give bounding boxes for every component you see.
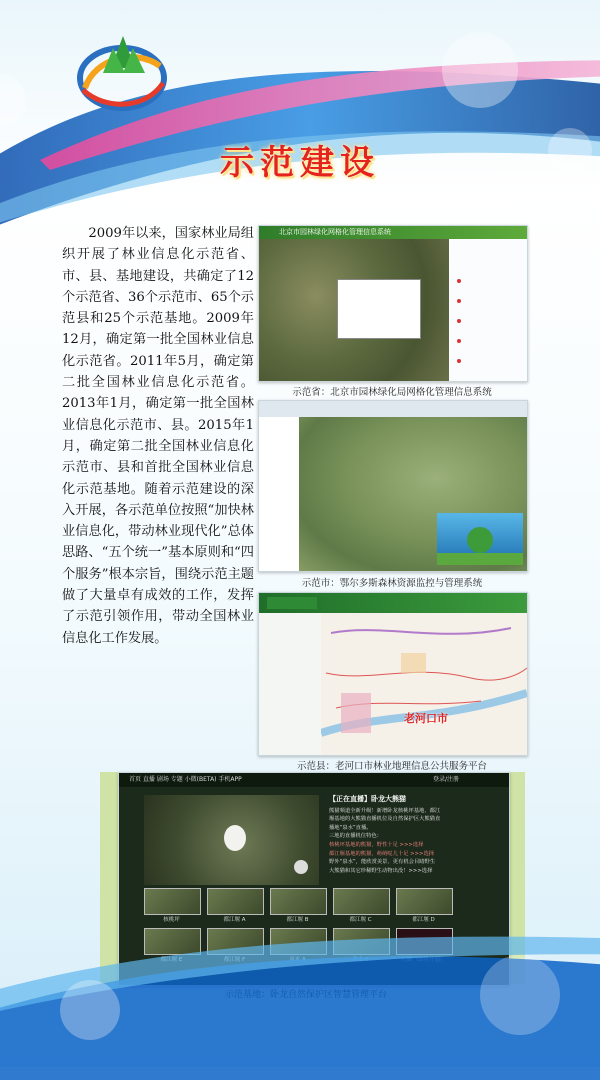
forestry-logo [75,28,170,120]
nav-links: 首页 直播 剧场 专题 小微(BETA) 手机APP [129,776,242,783]
screenshot-header: 北京市园林绿化网格化管理信息系统 [259,226,527,239]
side-panel [449,239,527,381]
play-icon [294,860,308,874]
thumb-label: 都江堰 D [412,917,435,923]
thumb-label: 核桃坪 [163,917,180,923]
login-link: 登录/注册 [432,776,459,783]
thumb-label: 都江堰 A [223,917,246,923]
live-line: 都江堰基地的熊猫，萌萌哒儿十足 >>>选择 [329,850,435,857]
toolbar [259,401,527,418]
satellite-map [259,239,449,381]
live-line: 野外“泉水”，能欣赏美景、更有机会目睹野生 [329,859,436,866]
live-info [329,795,499,875]
page-title: 示范建设 [220,143,380,183]
screenshot-ordos-forest-system [258,400,528,572]
thumb-label: 都江堰 B [286,917,309,923]
live-title: 【正在直播】卧龙大熊猫 [329,795,406,803]
live-line: 播地“泉水”直播。 [329,824,372,831]
live-line: 熊猫频道全新升级！新增卧龙核桃坪基地、都江 [329,807,441,814]
layer-tree [259,417,300,571]
left-panel [259,613,322,755]
vector-map [321,613,527,755]
screenshot-beijing-grid-system [258,225,528,382]
caption-3: 示范县：老河口市林业地理信息公共服务平台 [296,761,487,772]
live-video [144,795,319,885]
caption-2: 示范市：鄂尔多斯森林资源监控与管理系统 [301,578,483,589]
map-drawing [321,613,527,755]
site-nav [119,773,509,787]
body-paragraph: 2009年以来，国家林业局组织开展了林业信息化示范省、市、县、基地建设，共确定了12个示范省、36个示范市、65个示范县和25个示范基地。2009年12月，确定第一批全国林业信息化示范省。2011年5月，确定第二批全国林业信息化示范省。2013年1月，确定第一批全国林业信息化示范市、县。2015年1月，确定第二批全国林业信息化示范市、县和首批全国林业信息化示范基地。随着示范建设的深入开展，各示范单位按照“加快林业信息化，带动林业现代化”总体思路、“五个统一”基本原则和“四个服务”根本宗旨，围绕示范主题做了大量卓有成效的工作，发挥了示范引领作用，带动全国林业信息化工作发展。 [62,226,254,646]
platform-header [259,593,527,613]
decorative-swirl-bottom [0,900,600,1080]
live-line: 核桃坪基地的熊猫，野性十足 >>>选择 [329,841,424,848]
live-line: 大熊猫和其它珍稀野生动物出没！>>>选择 [329,867,433,874]
live-line: 三地的直播机位特色： [329,833,382,840]
caption-1: 示范省：北京市园林绿化局网格化管理信息系统 [292,387,492,398]
promo-banner [437,513,523,565]
live-line: 堰基地的大熊猫直播机位及自然保护区大熊猫直 [329,816,441,823]
map-city-label: 老河口市 [404,712,448,725]
panda [224,825,246,851]
screenshot-laohekou-gis-platform [258,592,528,756]
thumb-label: 都江堰 C [349,917,372,923]
